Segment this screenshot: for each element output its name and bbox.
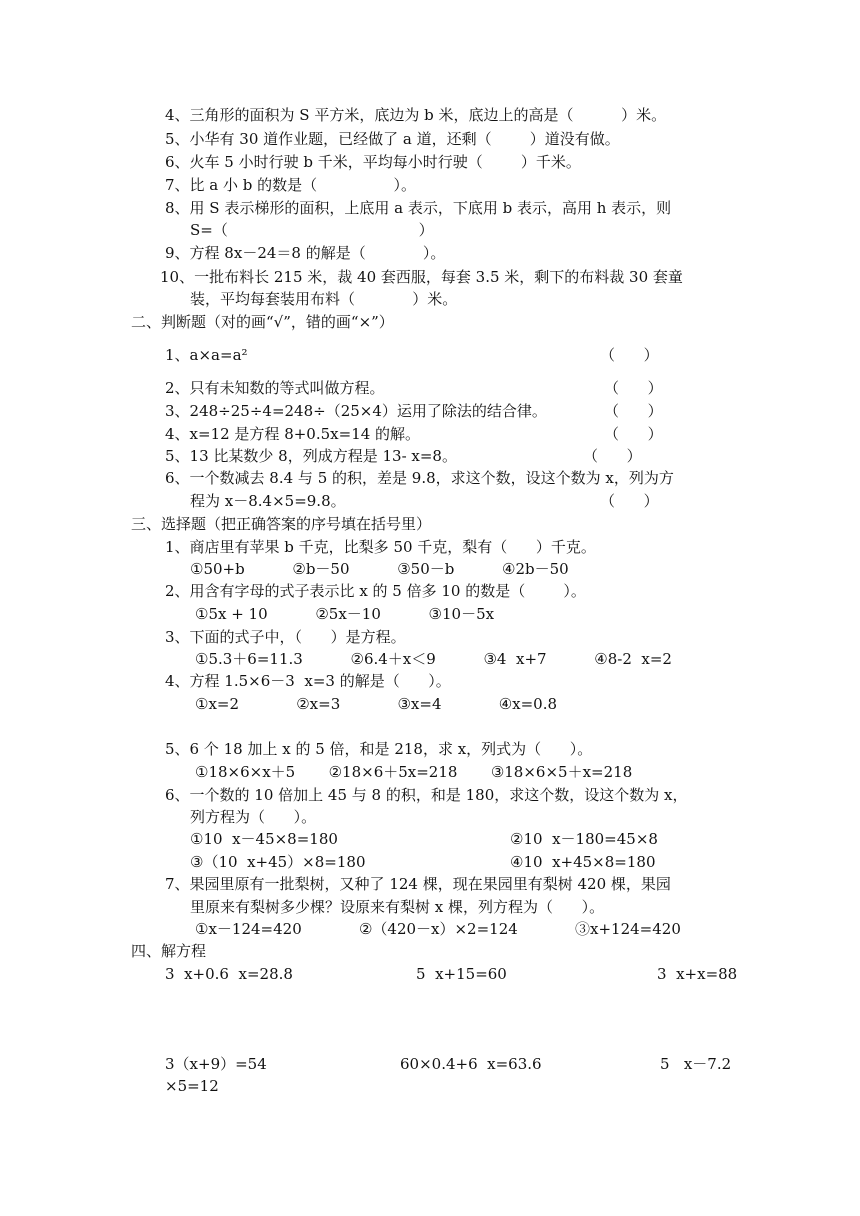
choice-q4-options: ①x=2 ②x=3 ③x=4 ④x=0.8 <box>195 695 558 713</box>
fill-blank-item-5: 5、小华有 30 道作业题，已经做了 a 道，还剩（ ）道没有做。 <box>165 130 620 148</box>
judge-paren-6: （ ） <box>600 492 659 510</box>
judge-paren-1: （ ） <box>600 346 659 364</box>
judge-item-3: 3、248÷25÷4=248÷（25×4）运用了除法的结合律。 <box>165 402 547 420</box>
choice-q6-option-2: ②10 x－180=45×8 <box>510 830 658 848</box>
choice-q6-option-4: ④10 x+45×8=180 <box>510 853 656 871</box>
judge-item-1: 1、a×a=a² <box>165 346 248 364</box>
judge-paren-5: （ ） <box>583 447 642 465</box>
judge-item-2: 2、只有未知数的等式叫做方程。 <box>165 379 385 397</box>
equation-3: 3 x+x=88 <box>657 965 738 983</box>
judge-paren-4: （ ） <box>604 425 663 443</box>
judge-item-6-cont: 程为 x－8.4×5=9.8。 <box>190 492 346 510</box>
equation-6-cont: ×5=12 <box>165 1077 219 1095</box>
judge-item-5: 5、13 比某数少 8，列成方程是 13- x=8。 <box>165 447 457 465</box>
fill-blank-item-7: 7、比 a 小 b 的数是（ ）。 <box>165 176 416 194</box>
choice-q6-cont: 列方程为（ ）。 <box>190 808 317 826</box>
equation-5: 60×0.4+6 x=63.6 <box>400 1055 542 1073</box>
fill-blank-item-8: 8、用 S 表示梯形的面积，上底用 a 表示，下底用 b 表示，高用 h 表示，则 <box>165 199 672 217</box>
section-4-title: 四、解方程 <box>131 942 207 960</box>
equation-4: 3（x+9）=54 <box>165 1055 267 1073</box>
choice-q4: 4、方程 1.5×6－3 x=3 的解是（ ）。 <box>165 672 451 690</box>
judge-item-6: 6、一个数减去 8.4 与 5 的积，差是 9.8，求这个数，设这个数为 x，列为方 <box>165 469 674 487</box>
choice-q5: 5、6 个 18 加上 x 的 5 倍，和是 218，求 x，列式为（ ）。 <box>165 740 593 758</box>
section-2-title: 二、判断题（对的画“√”，错的画“×”） <box>131 313 394 331</box>
choice-q1: 1、商店里有苹果 b 千克，比梨多 50 千克，梨有（ ）千克。 <box>165 538 596 556</box>
choice-q2: 2、用含有字母的式子表示比 x 的 5 倍多 10 的数是（ ）。 <box>165 582 586 600</box>
choice-q7-cont: 里原来有梨树多少棵？设原来有梨树 x 棵，列方程为（ ）。 <box>190 898 605 916</box>
fill-blank-item-8-cont: S=（ ） <box>190 221 434 239</box>
fill-blank-item-10: 10、一批布料长 215 米，裁 40 套西服，每套 3.5 米，剩下的布料裁 30 套童 <box>160 268 683 286</box>
section-3-title: 三、选择题（把正确答案的序号填在括号里） <box>131 515 432 533</box>
judge-paren-2: （ ） <box>604 379 663 397</box>
fill-blank-item-10-cont: 装，平均每套装用布料（ ）米。 <box>190 290 458 308</box>
choice-q6: 6、一个数的 10 倍加上 45 与 8 的积，和是 180，求这个数，设这个数为 x， <box>165 786 688 804</box>
choice-q5-options: ①18×6×x＋5 ②18×6＋5x=218 ③18×6×5＋x=218 <box>195 763 633 781</box>
judge-paren-3: （ ） <box>604 402 663 420</box>
fill-blank-item-4: 4、三角形的面积为 S 平方米，底边为 b 米，底边上的高是（ ）米。 <box>165 106 667 124</box>
judge-item-4: 4、x=12 是方程 8+0.5x=14 的解。 <box>165 425 421 443</box>
equation-1: 3 x+0.6 x=28.8 <box>165 965 293 983</box>
choice-q3-options: ①5.3＋6=11.3 ②6.4＋x＜9 ③4 x+7 ④8-2 x=2 <box>195 650 672 668</box>
fill-blank-item-6: 6、火车 5 小时行驶 b 千米，平均每小时行驶（ ）千米。 <box>165 153 581 171</box>
equation-2: 5 x+15=60 <box>416 965 507 983</box>
choice-q7-options: ①x－124=420 ②（420－x）×2=124 ③x+124=420 <box>195 920 681 938</box>
fill-blank-item-9: 9、方程 8x－24＝8 的解是（ ）。 <box>165 244 446 262</box>
choice-q7: 7、果园里原有一批梨树，又种了 124 棵，现在果园里有梨树 420 棵，果园 <box>165 875 671 893</box>
choice-q3: 3、下面的式子中，（ ）是方程。 <box>165 628 406 646</box>
choice-q2-options: ①5x + 10 ②5x－10 ③10－5x <box>195 605 495 623</box>
choice-q1-options: ①50+b ②b－50 ③50－b ④2b－50 <box>190 560 569 578</box>
choice-q6-option-1: ①10 x－45×8=180 <box>190 830 338 848</box>
choice-q6-option-3: ③（10 x+45）×8=180 <box>190 853 366 871</box>
equation-6: 5 x－7.2 <box>660 1055 732 1073</box>
